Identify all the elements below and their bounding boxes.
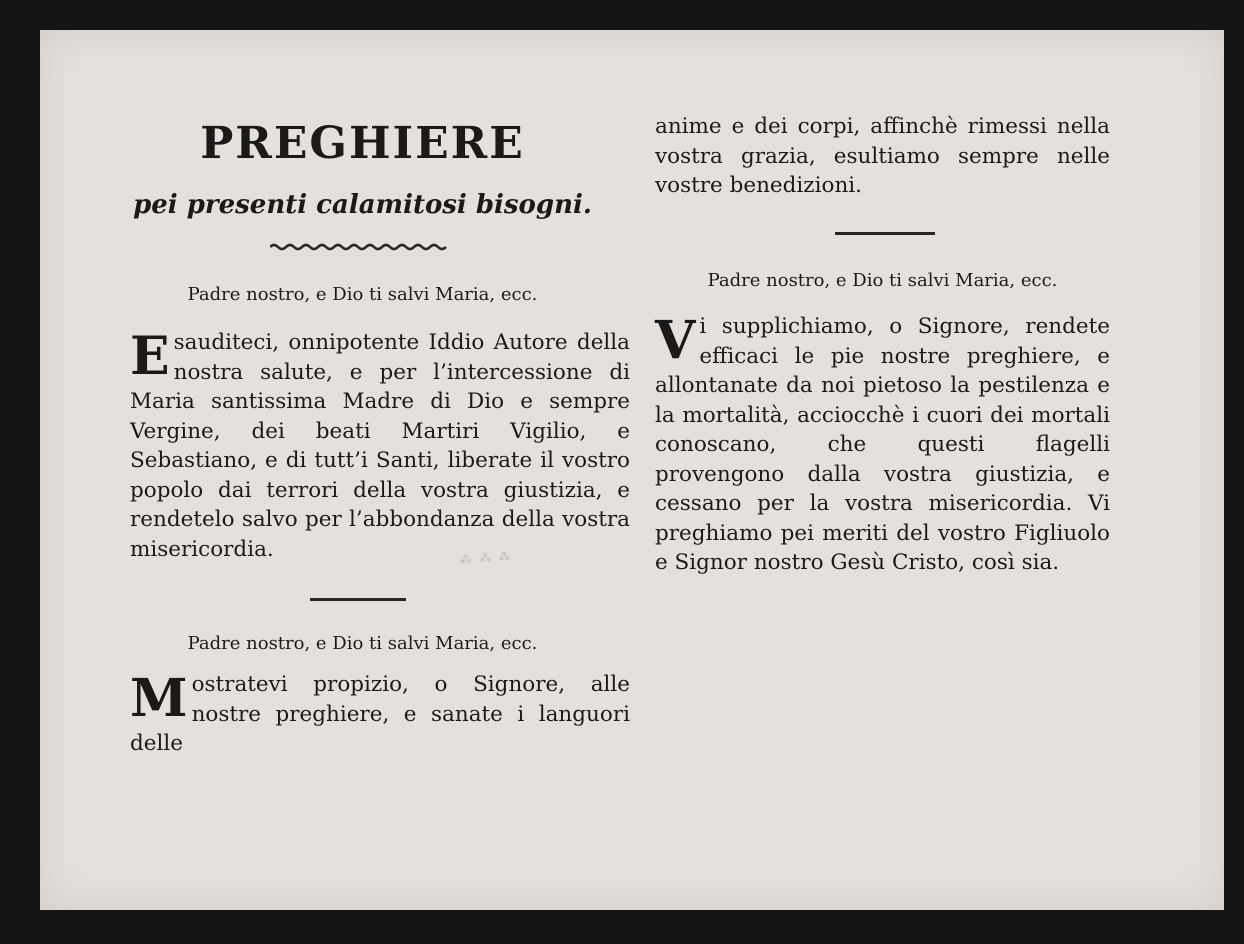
invocation-2: Padre nostro, e Dio ti salvi Maria, ecc. [187, 633, 538, 654]
prayer-1-text: sauditeci, onnipotente Iddio Autore della nostra salute, e per l’intercessione di Maria santissima Madre di Dio e sempre Vergine, dei beati Martiri Vigilio, e Sebastiano, e di tutt’i Santi, liberate il vostro popolo dai terrori della vostra giustizia, e rendetelo salvo per l’abbondanza della vostra misericordia. [130, 330, 630, 562]
section-rule-2 [835, 232, 935, 235]
prayer-1 [130, 328, 630, 564]
prayer-3 [655, 312, 1110, 578]
invocation-1: Padre nostro, e Dio ti salvi Maria, ecc. [187, 284, 538, 305]
prayer-2-continuation: anime e dei corpi, affinchè rimessi nella vostra grazia, esultiamo sempre nelle vostre benedizioni. [655, 114, 1110, 198]
ornamental-wavy-rule [270, 240, 448, 252]
faded-stamp: ⁂ ⁂ ⁂ [459, 550, 511, 568]
invocation-3: Padre nostro, e Dio ti salvi Maria, ecc. [707, 270, 1058, 291]
section-rule-1 [310, 598, 406, 601]
prayer-2-initial: M [130, 668, 188, 729]
prayer-2 [130, 670, 630, 759]
document-title: PREGHIERE [200, 118, 525, 169]
document-subtitle: pei presenti calamitosi bisogni. [133, 190, 592, 220]
prayer-3-initial: V [655, 310, 696, 371]
prayer-1-initial: E [130, 326, 170, 387]
prayer-2-text: ostratevi propizio, o Signore, alle nostre preghiere, e sanate i languori delle [130, 672, 630, 756]
prayer-3-text: i supplichiamo, o Signore, rendete efficaci le pie nostre preghiere, e allontanate da noi pietoso la pestilenza e la mortalità, acciocchè i cuori dei mortali conoscano, che questi flagelli provengono dalla vostra giustizia, e cessano per la vostra misericordia. Vi preghiamo pei meriti del vostro Figliuolo e Signor nostro Gesù Cristo, così sia. [655, 314, 1110, 575]
printed-sheet [40, 30, 1224, 910]
